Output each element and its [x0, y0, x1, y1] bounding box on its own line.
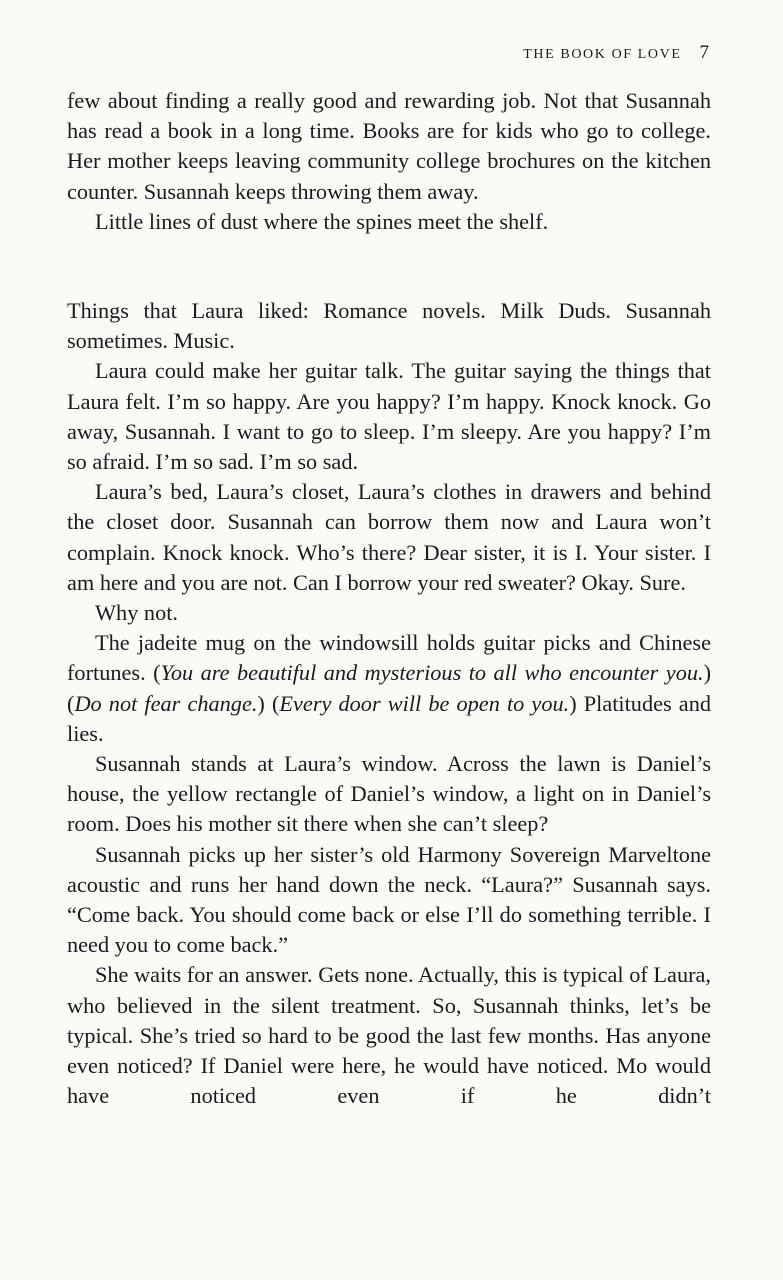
fortunes-text-e: ) ( — [257, 690, 280, 716]
section-opening-paragraph: Things that Laura liked: Romance novels. Milk Duds. Susannah sometimes. Music. — [67, 298, 711, 354]
running-head — [523, 42, 709, 64]
paragraph: Susannah stands at Laura’s window. Across the lawn is Daniel’s house, the yellow rectangle of Daniel’s window, a light on in Daniel’s room. Does his mother sit there when she can’t sleep? — [67, 751, 711, 837]
paragraph-continued: few about finding a really good and rewarding job. Not that Susannah has read a book in a long time. Books are for kids who go to college. Her mother keeps leaving community college brochures on the kitchen counter. Susannah keeps throwing them away. — [67, 88, 711, 204]
fortunes-text-a: The jadeite mug on the windowsill holds guitar picks and Chinese fortunes. ( — [67, 630, 711, 686]
paragraph: Susannah picks up her sister’s old Harmony Sovereign Marveltone acoustic and runs her hand down the neck. “Laura?” Susannah says. “Come back. You should come back or else I’ll do something terrible. I need you to come back.” — [67, 841, 711, 958]
fortunes-text-g: ) Platitudes and lies. — [67, 690, 711, 746]
fortune-2: Do not fear change. — [74, 690, 258, 716]
paragraph-continues: She waits for an answer. Gets none. Actually, this is typical of Laura, who believed in the silent treatment. So, Susannah thinks, let’s be typical. She’s tried so hard to be good the last few months. Has anyone even noticed? If Daniel were here, he would have noticed. Mo would have noticed even if he didn’t — [67, 962, 711, 1109]
paragraph: Little lines of dust where the spines meet the shelf. — [95, 208, 549, 234]
page-number: 7 — [699, 42, 709, 63]
paragraph: Laura could make her guitar talk. The guitar saying the things that Laura felt. I’m so happy. Are you happy? I’m happy. Knock knock. Go away, Susannah. I want to go to sleep. I’m sleepy. Are you happy? I’m so afraid. I’m so sad. I’m so sad. — [67, 358, 711, 475]
fortune-1: You are beautiful and mysterious to all who encounter you. — [160, 660, 704, 686]
paragraph-fortunes — [67, 628, 711, 749]
body-text — [67, 86, 711, 1112]
paragraph: Laura’s bed, Laura’s closet, Laura’s clothes in drawers and behind the closet door. Susannah can borrow them now and Laura won’t complain. Knock knock. Who’s there? Dear sister, it is I. Your sister. I am here and you are not. Can I borrow your red sweater? Okay. Sure. — [67, 479, 711, 595]
running-head-title: THE BOOK OF LOVE — [523, 47, 682, 62]
fortune-3: Every door will be open to you. — [279, 690, 570, 716]
paragraph: Why not. — [95, 600, 178, 626]
fortunes-text-c: ) ( — [67, 660, 711, 716]
